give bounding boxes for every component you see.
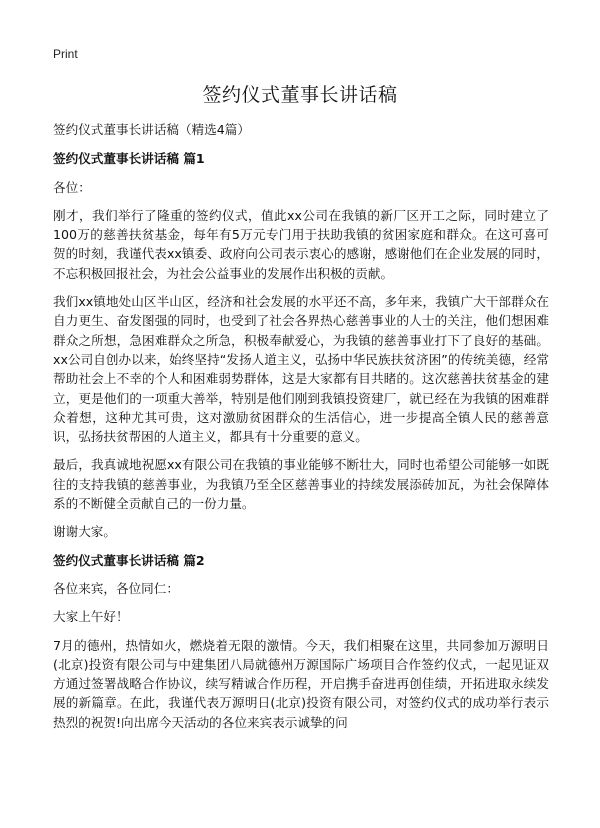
greeting: 大家上午好！ (53, 609, 129, 625)
document-subtitle: 签约仪式董事长讲话稿（精选4篇） (53, 122, 250, 137)
paragraph: 我们xx镇地处山区半山区，经济和社会发展的水平还不高，多年来，我镇广大干部群众在自力更生、奋发图强的同时，也受到了社会各界热心慈善事业的人士的关注，他们想困难群众之所想，急困难群众之所急，积极奉献爱心，为我镇的慈善事业打下了良好的基础。xx公司自创办以来，始终坚持“发扬人道主义，弘扬中华民族扶贫济困”的传统美德，经常帮助社会上不幸的个人和困难弱势群体，这是大家都有目共睹的。这次慈善扶贫基金的建立，更是他们的一项重大善举，特别是他们刚到我镇投资建厂，就已经在为我镇的困难群众着想，这种尤其可贵，这对激励贫困群众的生活信心，进一步提高全镇人民的慈善意识，弘扬扶贫帮困的人道主义，都具有十分重要的意义。 (53, 294, 549, 445)
document-title: 签约仪式董事长讲话稿 (202, 84, 398, 106)
document-body (53, 120, 549, 741)
salutation-1: 各位： (53, 179, 91, 195)
salutation-2: 各位来宾，各位同仁： (53, 580, 179, 596)
paragraph: 谢谢大家。 (53, 524, 116, 540)
print-link[interactable]: Print (53, 47, 78, 61)
section-heading-2: 签约仪式董事长讲话稿 篇2 (53, 552, 205, 568)
paragraph: 7月的德州，热情如火，燃烧着无限的激情。今天，我们相聚在这里，共同参加万源明日(北京)投资有限公司与中建集团八局就德州万源国际广场项目合作签约仪式，一起见证双方通过签署战略合作协议，续写精诚合作历程，开启携手奋进再创佳绩，开拓进取永续发展的新篇章。在此，我谨代表万源明日(北京)投资有限公司，对签约仪式的成功举行表示热烈的祝贺!向出席今天活动的各位来宾表示诚挚的问 (53, 637, 549, 730)
paragraph: 刚才，我们举行了隆重的签约仪式，值此xx公司在我镇的新厂区开工之际，同时建立了100万的慈善扶贫基金，每年有5万元专门用于扶助我镇的贫困家庭和群众。在这可喜可贺的时刻，我谨代表xx镇委、政府向公司表示衷心的感谢，感谢他们在企业发展的同时，不忘积极回报社会，为社会公益事业的发展作出积极的贡献。 (53, 207, 549, 281)
section-heading-1: 签约仪式董事长讲话稿 篇1 (53, 151, 205, 167)
paragraph: 最后，我真诚地祝愿xx有限公司在我镇的事业能够不断壮大，同时也希望公司能够一如既往的支持我镇的慈善事业，为我镇乃至全区慈善事业的持续发展添砖加瓦，为社会保障体系的不断健全贡献自己的一份力量。 (53, 457, 549, 512)
